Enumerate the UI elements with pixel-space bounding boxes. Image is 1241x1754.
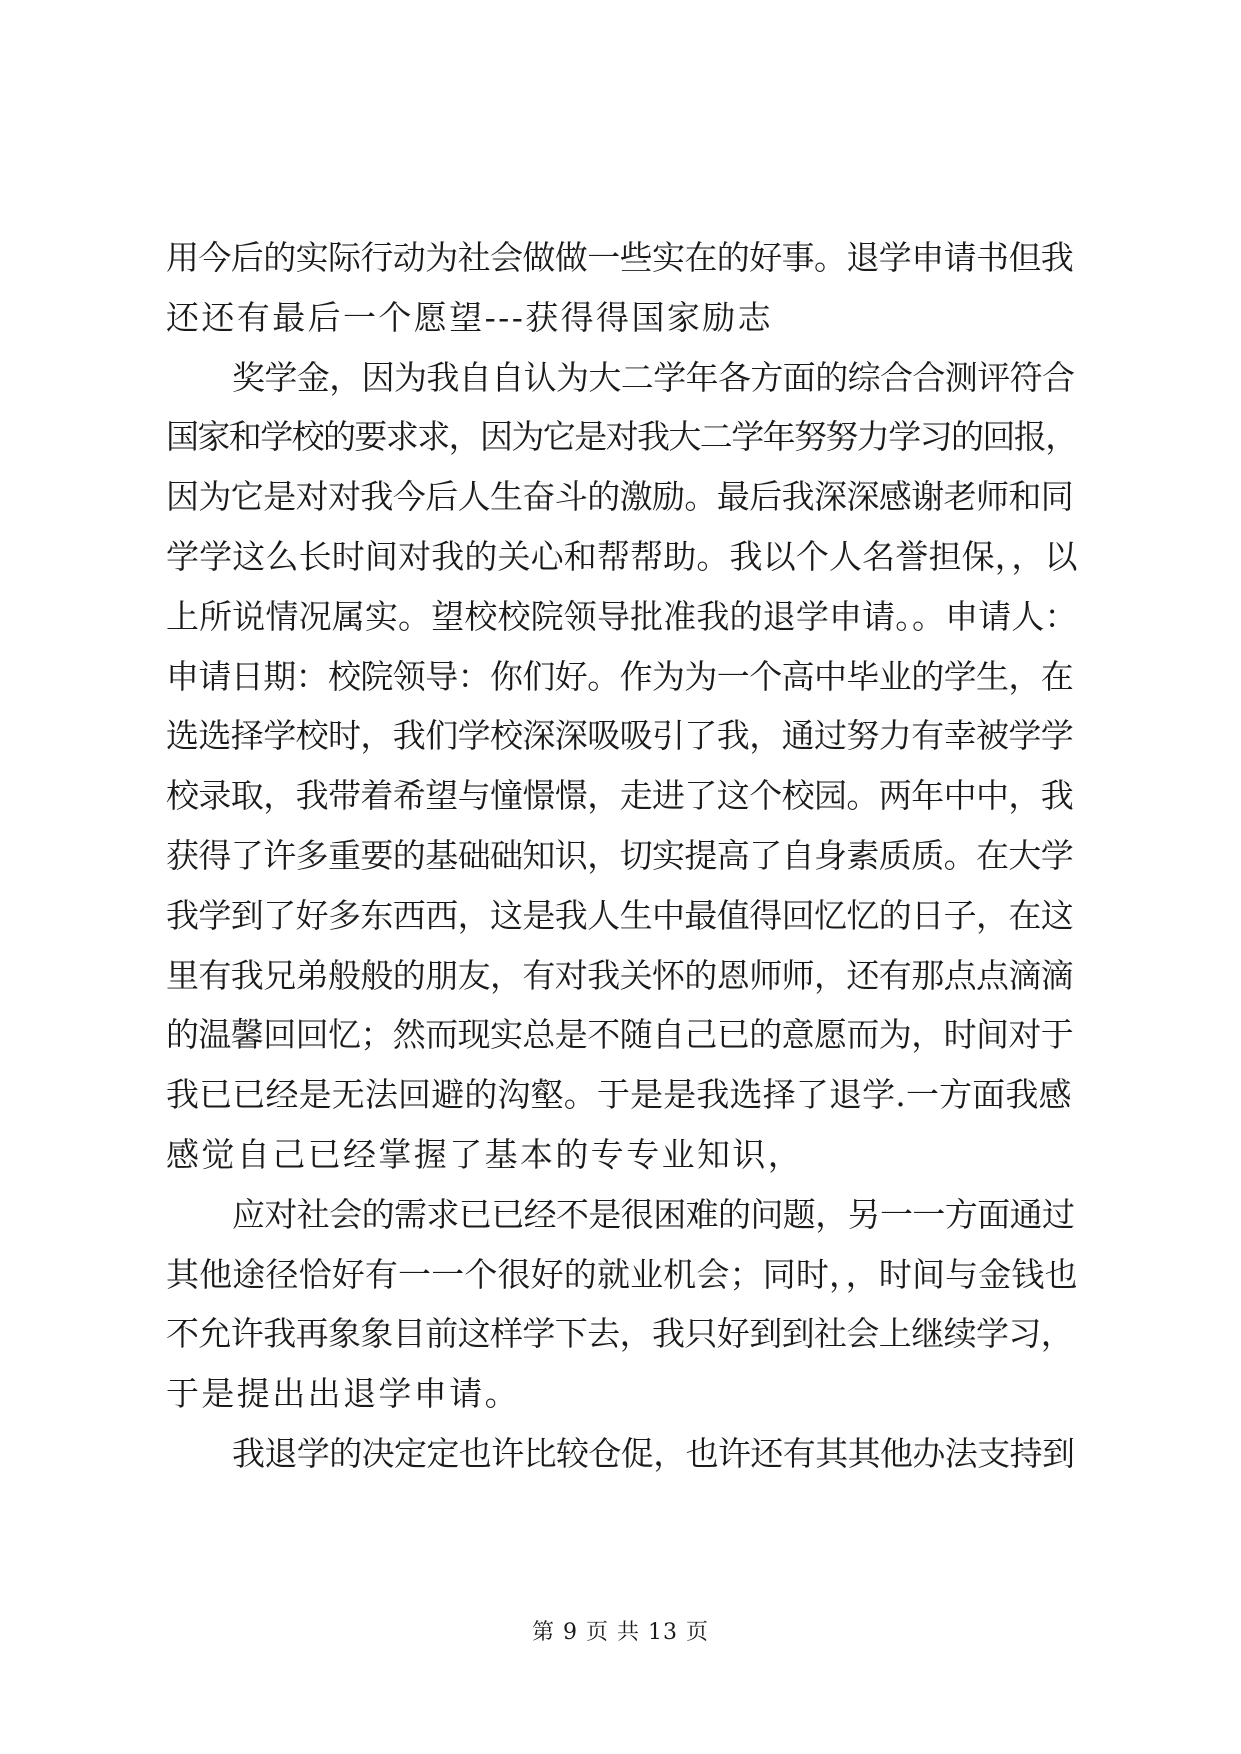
page-footer: 第 9 页 共 13 页: [532, 1620, 709, 1645]
text-line: 奖学金，因为我自自认为大二学年各方面的综合合测评符合: [232, 357, 1075, 397]
text-line: 国家和学校的要求求，因为它是对我大二学年努努力学习的回报，: [166, 417, 1077, 457]
document-body: [166, 228, 1076, 1484]
text-line: 的温馨回回忆；然而现实总是不随自己已的意愿而为，时间对于: [166, 1015, 1074, 1055]
text-line: 选选择学校时，我们学校深深吸吸引了我，通过努力有幸被学学: [166, 716, 1074, 756]
text-line: 于是提出出退学申请。: [166, 1374, 520, 1414]
text-line: 获得了许多重要的基础础知识，切实提高了自身素质质。在大学: [166, 835, 1074, 875]
text-line: 还还有最后一个愿望---获得得国家励志: [166, 297, 774, 337]
text-line: 应对社会的需求已已经不是很困难的问题，另一一方面通过: [232, 1194, 1075, 1234]
text-line: 用今后的实际行动为社会做做一些实在的好事。退学申请书但我: [166, 238, 1074, 277]
text-line: 不允许我再象象目前这样学下去，我只好到到社会上继续学习，: [166, 1314, 1074, 1354]
text-line: 我已已经是无法回避的沟壑。于是是我选择了退学.一方面我感: [166, 1075, 1072, 1115]
text-line: 因为它是对对我今后人生奋斗的激励。最后我深深感谢老师和同: [166, 477, 1074, 517]
text-line: 我退学的决定定也许比较仓促，也许还有其其他办法支持到: [232, 1433, 1075, 1473]
text-line: 申请日期：校院领导：你们好。作为为一个高中毕业的学生，在: [166, 656, 1074, 696]
text-line: 感觉自己已经掌握了基本的专专业知识，: [166, 1134, 804, 1174]
text-line: 其他途径恰好有一一个很好的就业机会；同时，，时间与金钱也: [166, 1254, 1078, 1294]
text-line: 上所说情况属实。望校校院领导批准我的退学申请。。申请人：: [166, 596, 1078, 636]
text-line: 我学到了好多东西西，这是我人生中最值得回忆忆的日子，在这: [166, 895, 1074, 935]
text-line: 学学这么长时间对我的关心和帮帮助。我以个人名誉担保，，以: [166, 536, 1078, 576]
text-line: 里有我兄弟般般的朋友，有对我关怀的恩师师，还有那点点滴滴: [166, 955, 1074, 995]
text-line: 校录取，我带着希望与憧憬憬，走进了这个校园。两年中中，我: [166, 776, 1074, 816]
